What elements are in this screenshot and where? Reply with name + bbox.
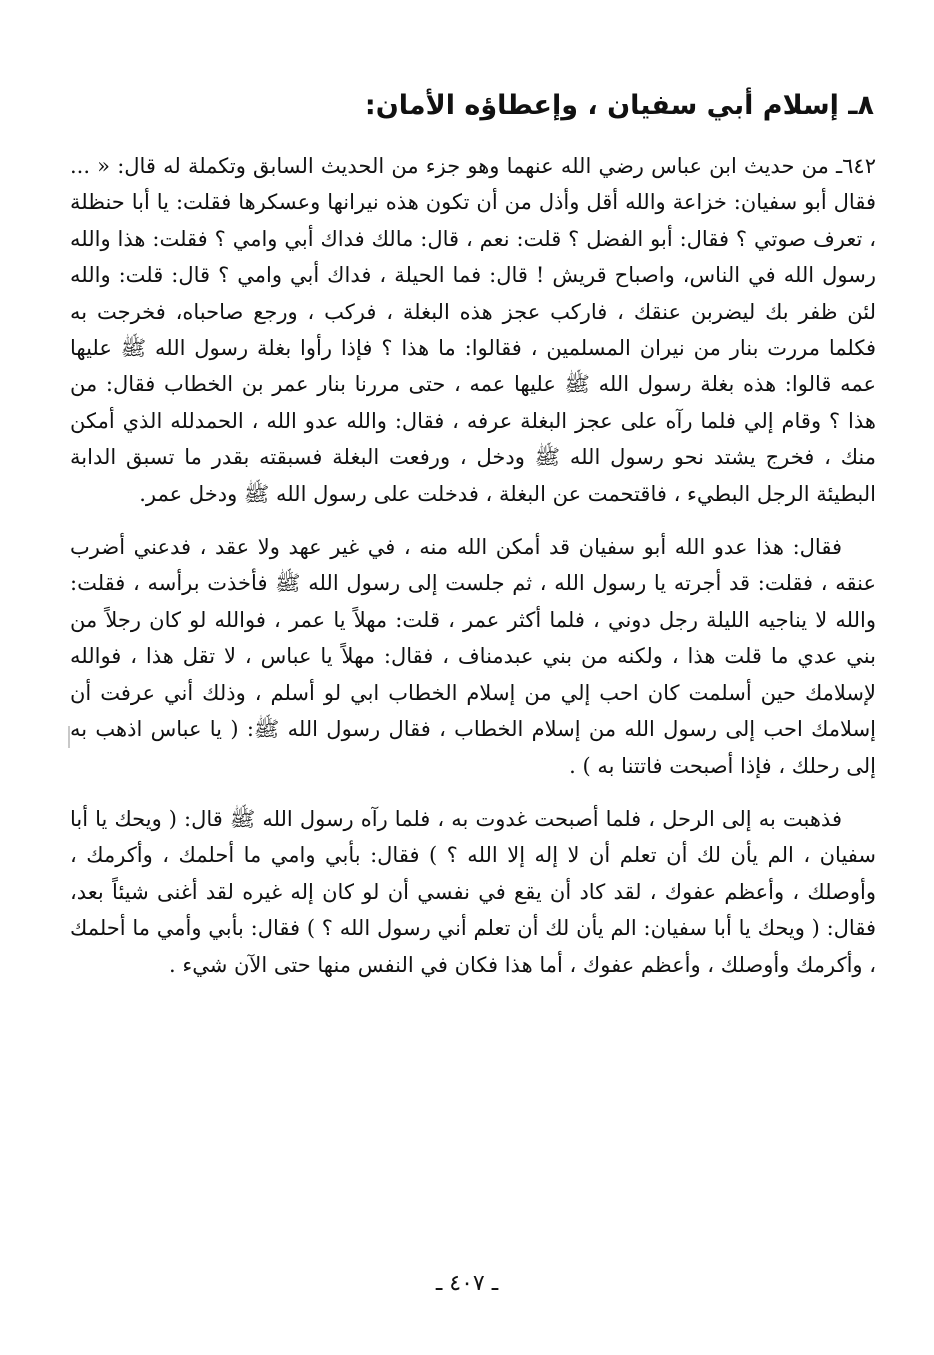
paragraph-2: فقال: هذا عدو الله أبو سفيان قد أمكن الله منه ، في غير عهد ولا عقد ، فدعني أضرب عنقه ، فقلت: قد أجرته يا رسول الله ، ثم جلست إلى رسول الله ﷺ فأخذت برأسه ، فقلت: والله لا يناجيه الليلة رجل دوني ، فلما أكثر عمر ، قلت: مهلاً يا عمر ، فوالله لو كان رجلاً من بني عدي ما قلت هذا ، ولكنه من بني عبدمناف ، فقال: مهلاً يا عباس ، لا تقل هذا ، فوالله لإسلامك حين أسلمت كان احب إلي من إسلام الخطاب ابي لو أسلم ، وذلك أني عرفت أن إسلامك احب إلى رسول الله من إسلام الخطاب ، فقال رسول الله ﷺ: ( يا عباس اذهب به إلى رحلك ، فإذا أصبحت فاتتنا به ) . [70,535,876,778]
section-heading: ٨ـ إسلام أبي سفيان ، وإعطاؤه الأمان: [364,90,874,121]
paragraph-1: ٦٤٢ـ من حديث ابن عباس رضي الله عنهما وهو جزء من الحديث السابق وتكملة له قال: « ... فقال أبو سفيان: خزاعة والله أقل وأذل من أن تكون هذه نيرانها وعسكرها فقلت: يا أبا حنظلة ، تعرف صوتي ؟ فقال: أبو الفضل ؟ قلت: نعم ، قال: مالك فداك أبي وامي ؟ فقلت: هذا والله رسول الله في الناس، واصباح قريش ! قال: فما الحيلة ، فداك أبي وامي ؟ قال: قلت: والله لئن ظفر بك ليضربن عنقك ، فاركب عجز هذه البغلة ، فركب ، ورجع صاحباه، فخرجت به فكلما مررت بنار من نيران المسلمين ، فقالوا: ما هذا ؟ فإذا رأوا بغلة رسول الله ﷺ عليها عمه قالوا: هذه بغلة رسول الله ﷺ عليها عمه ، حتى مررنا بنار عمر بن الخطاب فقال: من هذا ؟ وقام إلي فلما رآه على عجز البغلة عرفه ، فقال: والله عدو الله ، الحمدلله الذي أمكن منك ، فخرج يشتد نحو رسول الله ﷺ ودخل ، ورفعت البغلة فسبقته بقدر ما تسبق الدابة البطيئة الرجل البطيء ، فاقتحمت عن البغلة ، فدخلت على رسول الله ﷺ ودخل عمر. [70,154,876,506]
page-number: ـ ٤٠٧ ـ [435,1271,499,1296]
book-page [70,86,876,983]
paragraph-3: فذهبت به إلى الرحل ، فلما أصبحت غدوت به ، فلما رآه رسول الله ﷺ قال: ( ويحك يا أبا سفيان ، الم يأن لك أن تعلم أن لا إله إلا الله ؟ ) فقال: بأبي وامي ما أحلمك ، وأكرمك ، وأوصلك ، وأعظم عفوك ، لقد كاد أن يقع في نفسي أن لو كان إله غيره لقد أغنى شيئاً بعد، فقال: ( ويحك يا أبا سفيان: الم يأن لك أن تعلم أني رسول الله ؟ ) فقال: بأبي وأمي ما أحلمك ، وأكرمك وأوصلك ، وأعظم عفوك ، أما هذا فكان في النفس منها حتى الآن شيء . [70,806,877,977]
margin-mark [68,726,70,748]
